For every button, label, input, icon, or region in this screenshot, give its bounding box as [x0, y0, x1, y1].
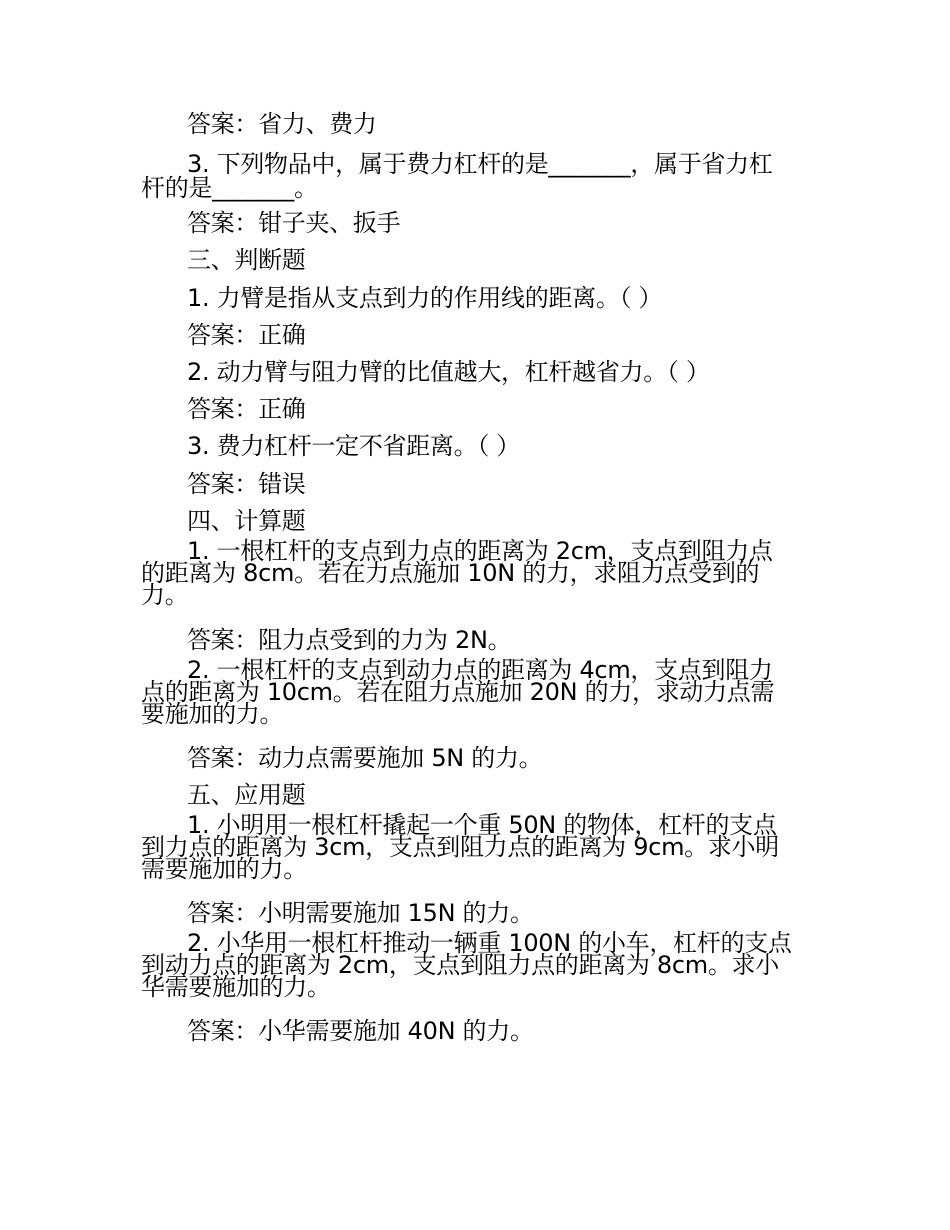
section-heading-calculation: 四、计算题	[187, 507, 306, 535]
question-5-2-line3: 华需要施加的力。	[141, 973, 331, 1001]
answer-5-1: 答案：小明需要施加 15N 的力。	[187, 899, 534, 927]
answer-3-1: 答案：正确	[187, 321, 306, 349]
question-4-1-line2: 的距离为 8cm。若在力点施加 10N 的力，求阻力点受到的	[141, 559, 760, 587]
answer-4-1: 答案：阻力点受到的力为 2N。	[187, 626, 512, 654]
answer-5-2: 答案：小华需要施加 40N 的力。	[187, 1017, 534, 1045]
question-2-3-line1: 3. 下列物品中，属于费力杠杆的是_______，属于省力杠	[187, 150, 773, 178]
question-4-1-line1: 1. 一根杠杆的支点到力点的距离为 2cm，支点到阻力点	[187, 537, 773, 565]
question-5-1-line2: 到力点的距离为 3cm，支点到阻力点的距离为 9cm。求小明	[141, 833, 779, 861]
answer-2-2: 答案：省力、费力	[187, 110, 377, 138]
question-5-2-line1: 2. 小华用一根杠杆推动一辆重 100N 的小车，杠杆的支点	[187, 929, 792, 957]
section-heading-judgement: 三、判断题	[187, 246, 306, 274]
section-heading-application: 五、应用题	[187, 781, 306, 809]
answer-2-3: 答案：钳子夹、扳手	[187, 209, 401, 237]
answer-3-3: 答案：错误	[187, 470, 306, 498]
question-5-1-line1: 1. 小明用一根杠杆撬起一个重 50N 的物体，杠杆的支点	[187, 811, 777, 839]
question-4-2-line1: 2. 一根杠杆的支点到动力点的距离为 4cm，支点到阻力	[187, 656, 773, 684]
answer-4-2: 答案：动力点需要施加 5N 的力。	[187, 744, 543, 772]
question-3-1: 1. 力臂是指从支点到力的作用线的距离。（ ）	[187, 284, 663, 312]
question-5-2-line2: 到动力点的距离为 2cm，支点到阻力点的距离为 8cm。求小	[141, 951, 779, 979]
question-5-1-line3: 需要施加的力。	[141, 855, 307, 883]
answer-3-2: 答案：正确	[187, 395, 306, 423]
question-4-2-line3: 要施加的力。	[141, 700, 284, 728]
question-3-2: 2. 动力臂与阻力臂的比值越大，杠杆越省力。（ ）	[187, 358, 710, 386]
question-2-3-line2: 杆的是_______。	[141, 174, 318, 202]
question-3-3: 3. 费力杠杆一定不省距离。（ ）	[187, 432, 521, 460]
question-4-2-line2: 点的距离为 10cm。若在阻力点施加 20N 的力，求动力点需	[141, 678, 775, 706]
question-4-1-line3: 力。	[141, 581, 189, 609]
